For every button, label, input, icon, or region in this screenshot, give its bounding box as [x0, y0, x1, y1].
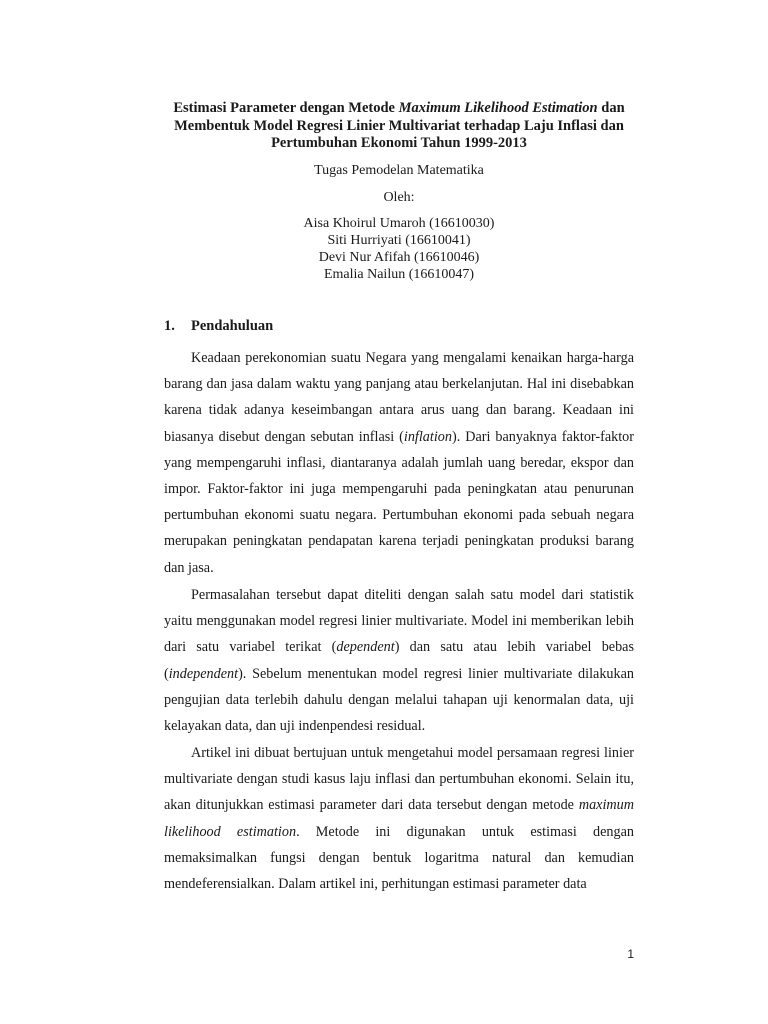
- author-line: Devi Nur Afifah (16610046): [318, 250, 480, 265]
- section-heading: [164, 317, 273, 335]
- page-number: 1: [627, 947, 634, 961]
- author-line: Emalia Nailun (16610047): [323, 267, 475, 282]
- paragraph-3-em: maximum likelihood estimation: [164, 797, 634, 840]
- paragraph-2-em-2: independent: [168, 665, 239, 682]
- subtitle: Tugas Pemodelan Matematika: [314, 163, 484, 178]
- paragraph-1-text-a: Keadaan perekonomian suatu Negara yang mengalami kenaikan harga-harga barang dan jasa dalam waktu yang panjang atau berkelanjutan. Hal ini disebabkan karena tidak adanya keseimbangan antara arus uang dan barang. Keadaan ini biasanya disebut dengan sebutan inflasi (: [164, 350, 634, 445]
- title-text-part2: dan Membentuk Model Regresi Linier Multivariat terhadap Laju Inflasi dan Pertumbuhan Ekonomi Tahun 1999-2013: [174, 100, 625, 151]
- author-line: Aisa Khoirul Umaroh (16610030): [303, 216, 495, 231]
- paragraph-2-em-1: dependent: [336, 639, 395, 656]
- paragraph-2-text-c: ). Sebelum menentukan model regresi linier multivariate dilakukan pengujian data terlebih dahulu dengan melalui tahapan uji kenormalan data, uji kelayakan data, dan uji indenpendesi residual.: [164, 665, 634, 735]
- title-text-part1: Estimasi Parameter dengan Metode: [173, 100, 399, 116]
- paragraph-1-text-b: ). Dari banyaknya faktor-faktor yang mempengaruhi inflasi, diantaranya adalah jumlah uang beredar, ekspor dan impor. Faktor-faktor ini juga mempengaruhi pada peningkatan atau penurunan pertumbuhan ekonomi suatu negara. Pertumbuhan ekonomi pada sebuah negara merupakan peningkatan pendapatan karena terjadi peningkatan produksi barang dan jasa.: [164, 428, 634, 576]
- paragraph-1: [164, 345, 634, 581]
- paragraph-3-text-a: Artikel ini dibuat bertujuan untuk mengetahui model persamaan regresi linier multivariate dengan studi kasus laju inflasi dan pertumbuhan ekonomi. Selain itu, akan ditunjukkan estimasi parameter dari data tersebut dengan metode: [164, 745, 634, 814]
- title-text-italic: Maximum Likelihood Estimation: [398, 100, 598, 116]
- paragraph-2: [164, 582, 634, 739]
- paragraph-3: [164, 740, 634, 897]
- section-number: 1.: [164, 318, 175, 334]
- author-line: Siti Hurriyati (16610041): [327, 233, 471, 248]
- paragraph-2-text-b: ) dan satu atau lebih variabel bebas (: [164, 639, 634, 682]
- by-label: Oleh:: [383, 190, 415, 205]
- paragraph-2-text-a: Permasalahan tersebut dapat diteliti dengan salah satu model dari statistik yaitu menggunakan model regresi linier multivariate. Model ini memberikan lebih dari satu variabel terikat (: [164, 587, 634, 656]
- paragraph-1-em: inflation: [403, 428, 452, 445]
- section-title: Pendahuluan: [191, 318, 274, 334]
- paragraph-3-text-b: . Metode ini digunakan untuk estimasi dengan memaksimalkan fungsi dengan bentuk logaritma natural dan kemudian mendeferensialkan. Dalam artikel ini, perhitungan estimasi parameter data: [164, 823, 634, 893]
- paper-title: [150, 100, 648, 153]
